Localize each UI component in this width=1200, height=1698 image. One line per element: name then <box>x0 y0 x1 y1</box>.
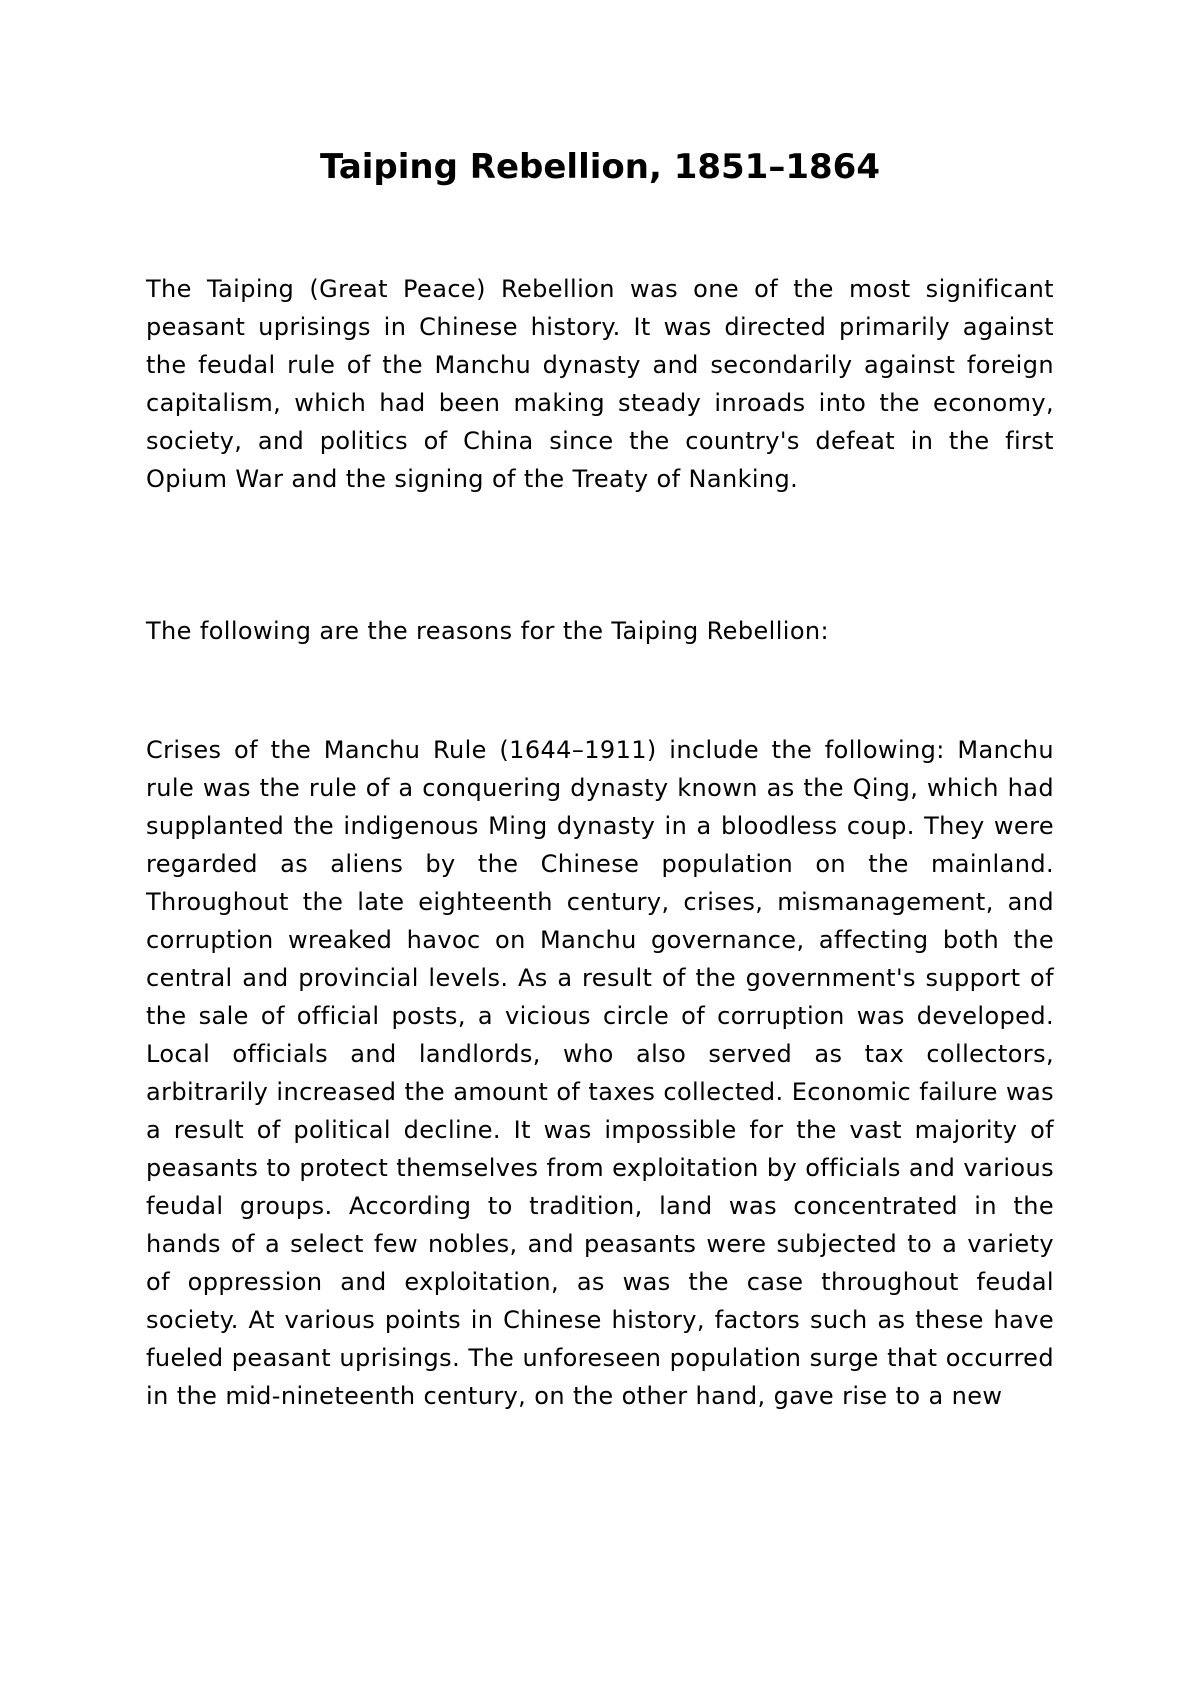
intro-paragraph: The Taiping (Great Peace) Rebellion was one of the most significant peasant uprisings in Chinese history. It was directed primarily against the feudal rule of the Manchu dynasty and secondarily against foreign capitalism, which had been making steady inroads into the economy, society, and politics of China since the country's defeat in the first Opium War and the signing of the Treaty of Nanking. <box>146 275 1054 493</box>
reasons-heading-paragraph: The following are the reasons for the Taiping Rebellion: <box>146 617 830 645</box>
page-title: Taiping Rebellion, 1851–1864 <box>320 147 880 187</box>
manchu-crises-paragraph: Crises of the Manchu Rule (1644–1911) include the following: Manchu rule was the rule of a conquering dynasty known as the Qing, which had supplanted the indigenous Ming dynasty in a bloodless coup. They were regarded as aliens by the Chinese population on the mainland. Throughout the late eighteenth century, crises, mismanagement, and corruption wreaked havoc on Manchu governance, affecting both the central and provincial levels. As a result of the government's support of the sale of official posts, a vicious circle of corruption was developed. Local officials and landlords, who also served as tax collectors, arbitrarily increased the amount of taxes collected. Economic failure was a result of political decline. It was impossible for the vast majority of peasants to protect themselves from exploitation by officials and various feudal groups. According to tradition, land was concentrated in the hands of a select few nobles, and peasants were subjected to a variety of oppression and exploitation, as was the case throughout feudal society. At various points in Chinese history, factors such as these have fueled peasant uprisings. The unforeseen population surge that occurred in the mid-nineteenth century, on the other hand, gave rise to a new <box>146 736 1054 1410</box>
